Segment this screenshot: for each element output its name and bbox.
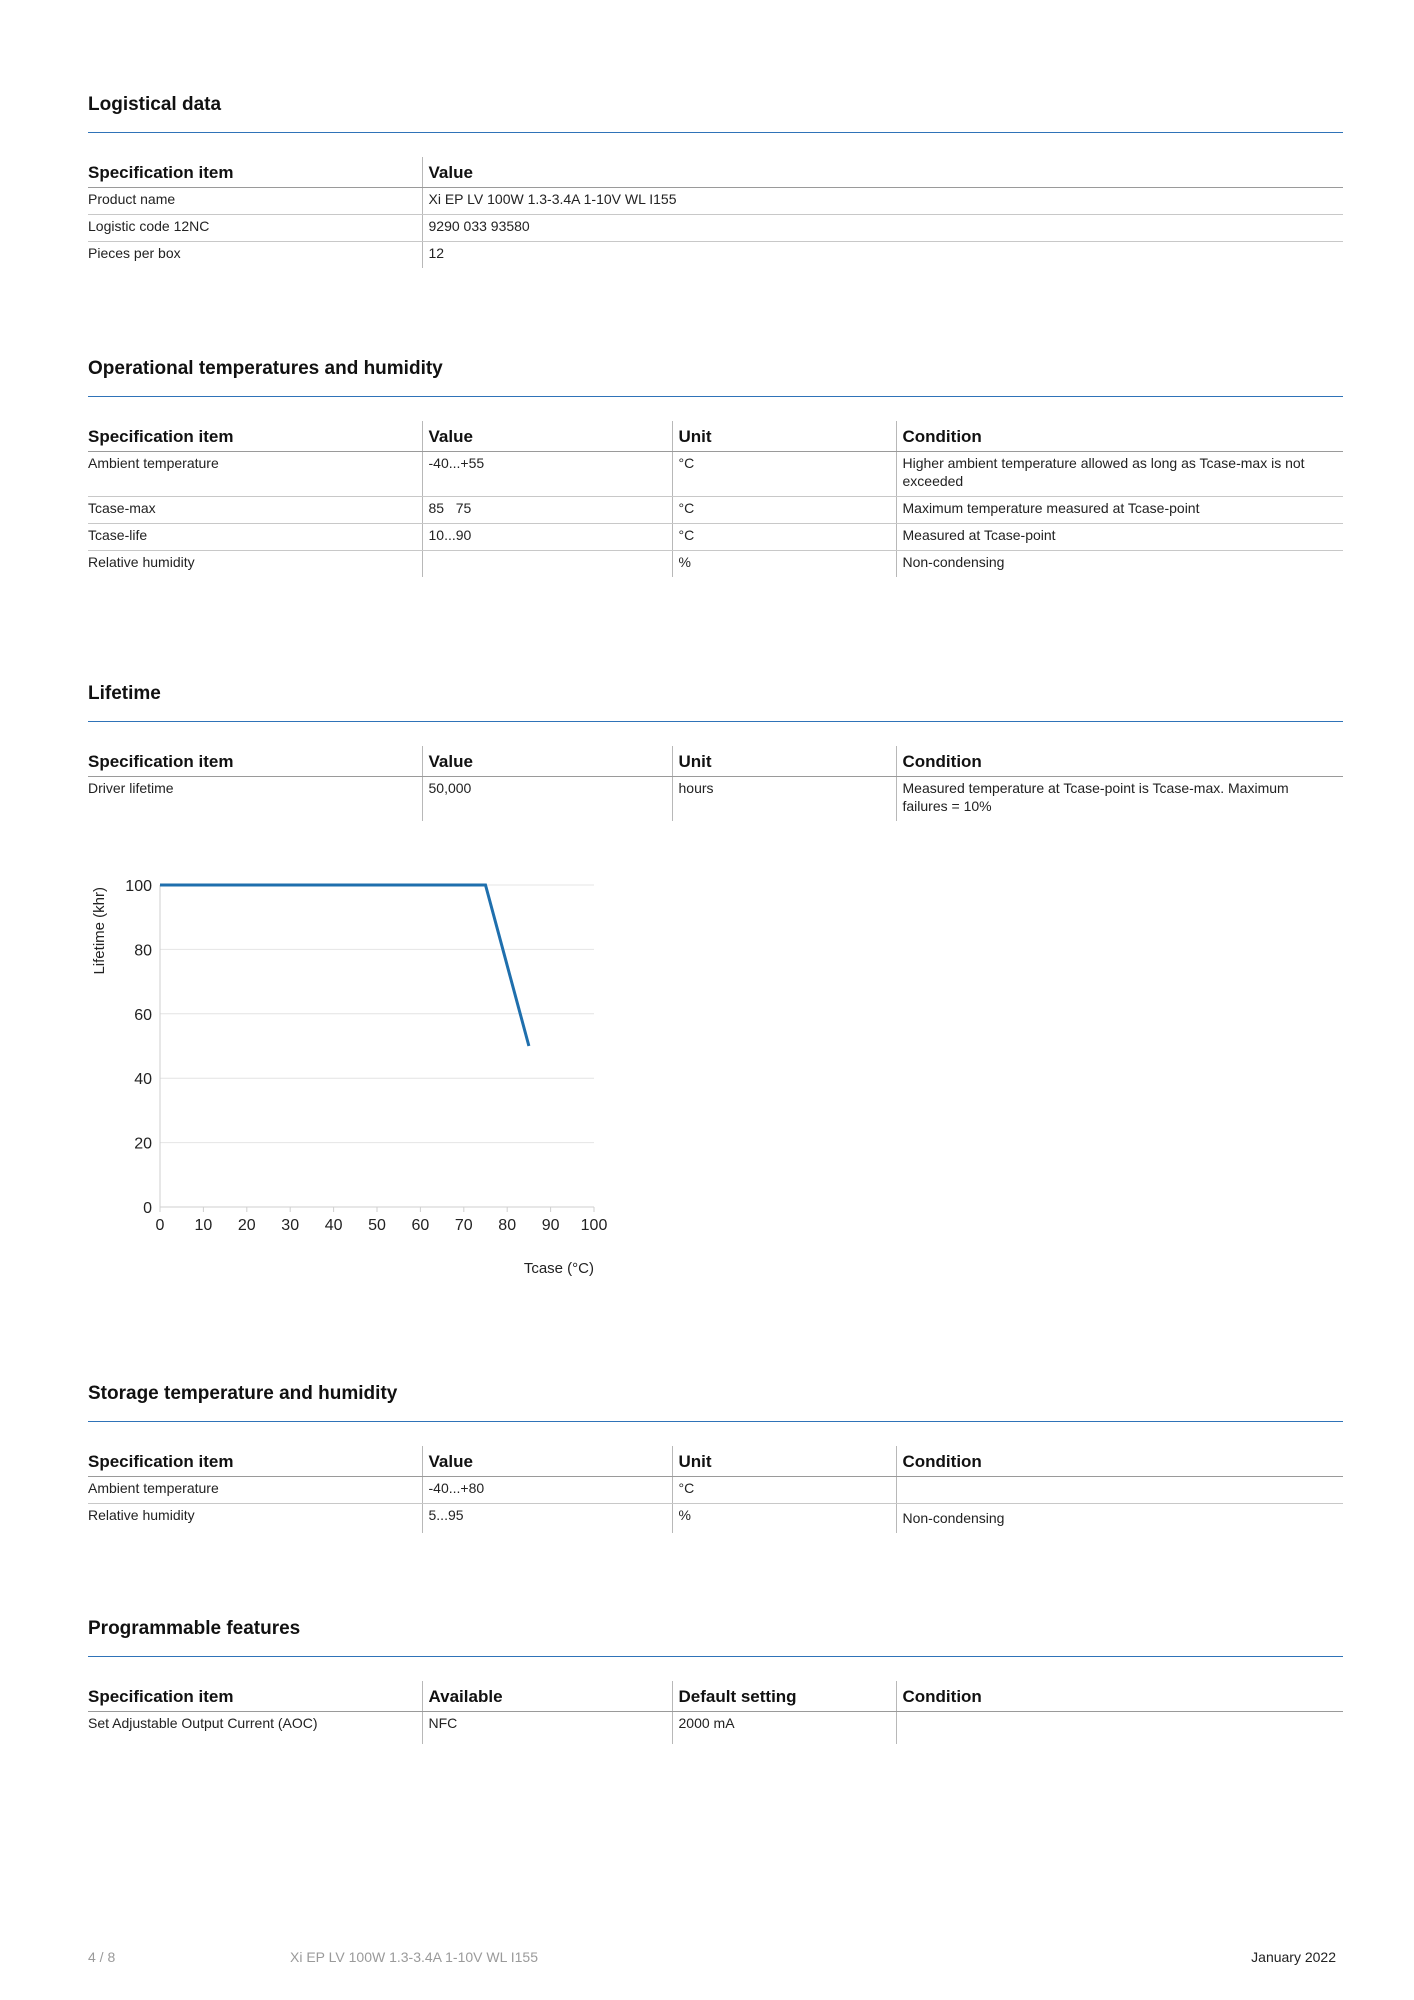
table-cell: °C xyxy=(672,524,896,551)
y-tick-label: 100 xyxy=(125,878,152,895)
table-row xyxy=(88,551,1343,578)
logistical-table xyxy=(88,157,1343,268)
y-axis-label: Lifetime (khr) xyxy=(91,887,108,975)
table-cell: Maximum temperature measured at Tcase-point xyxy=(896,497,1343,524)
column-header: Value xyxy=(422,421,672,452)
table-row xyxy=(88,524,1343,551)
lifetime-table xyxy=(88,746,1343,821)
column-header: Value xyxy=(422,746,672,777)
table-cell: Relative humidity xyxy=(88,554,195,570)
lifetime-chart xyxy=(88,865,628,1295)
column-header: Default setting xyxy=(672,1681,896,1712)
section-title: Programmable features xyxy=(88,1618,1343,1657)
table-cell: 9290 033 93580 xyxy=(422,215,1343,242)
table-cell: Measured at Tcase-point xyxy=(896,524,1343,551)
x-tick-label: 30 xyxy=(281,1217,300,1234)
table-cell: Tcase-life xyxy=(88,524,422,551)
series-line xyxy=(160,885,529,1046)
table-cell: 12 xyxy=(422,242,1343,269)
table-cell: Set Adjustable Output Current (AOC) xyxy=(88,1715,318,1731)
column-header: Condition xyxy=(896,421,1343,452)
operational-section xyxy=(88,358,1343,577)
column-header: Unit xyxy=(672,1446,896,1477)
table-row xyxy=(88,777,1343,822)
table-cell: °C xyxy=(672,452,896,497)
lifetime-section xyxy=(88,683,1343,821)
footer-date: January 2022 xyxy=(1251,1949,1336,1965)
table-cell: °C xyxy=(672,1477,896,1504)
table-cell: Pieces per box xyxy=(88,245,181,261)
column-header: Specification item xyxy=(88,157,422,188)
footer-product-name: Xi EP LV 100W 1.3-3.4A 1-10V WL I155 xyxy=(290,1949,538,1965)
operational-table xyxy=(88,421,1343,577)
table-header-row xyxy=(88,421,1343,452)
table-cell: hours xyxy=(672,777,896,822)
table-cell: Ambient temperature xyxy=(88,1477,422,1504)
table-cell: 5...95 xyxy=(422,1504,672,1534)
column-header: Specification item xyxy=(88,746,422,777)
table-row xyxy=(88,242,1343,269)
table-cell xyxy=(896,1477,1343,1504)
table-cell xyxy=(422,551,672,578)
y-tick-label: 0 xyxy=(143,1200,152,1217)
x-tick-label: 10 xyxy=(194,1217,213,1234)
column-header: Unit xyxy=(672,746,896,777)
column-header: Specification item xyxy=(88,421,422,452)
table-cell: 2000 mA xyxy=(672,1712,896,1745)
table-cell: Non-condensing xyxy=(896,1504,1343,1534)
column-header: Value xyxy=(422,1446,672,1477)
x-tick-label: 70 xyxy=(454,1217,473,1234)
table-cell: Non-condensing xyxy=(896,551,1343,578)
table-cell: 85 75 xyxy=(422,497,672,524)
programmable-table xyxy=(88,1681,1343,1744)
column-header: Condition xyxy=(896,1446,1343,1477)
table-cell: NFC xyxy=(422,1712,672,1745)
y-tick-label: 60 xyxy=(134,1006,152,1024)
table-cell: Xi EP LV 100W 1.3-3.4A 1-10V WL I155 xyxy=(422,188,1343,215)
column-header: Condition xyxy=(896,746,1343,777)
table-cell: Ambient temperature xyxy=(88,452,422,497)
table-header-row xyxy=(88,1446,1343,1477)
table-cell: Tcase-max xyxy=(88,497,422,524)
table-cell: Relative humidity xyxy=(88,1507,195,1523)
table-header-row xyxy=(88,746,1343,777)
x-tick-label: 50 xyxy=(368,1217,386,1234)
column-header: Specification item xyxy=(88,1446,422,1477)
table-cell: Higher ambient temperature allowed as long as Tcase-max is not exceeded xyxy=(896,452,1343,497)
x-tick-label: 20 xyxy=(237,1217,256,1234)
column-header: Condition xyxy=(896,1681,1343,1712)
table-header-row xyxy=(88,1681,1343,1712)
section-title: Operational temperatures and humidity xyxy=(88,358,1343,397)
table-cell: Measured temperature at Tcase-point is Tcase-max. Maximum failures = 10% xyxy=(896,777,1343,822)
x-tick-label: 90 xyxy=(541,1217,560,1234)
y-tick-label: 20 xyxy=(134,1135,152,1153)
table-row xyxy=(88,215,1343,242)
page-number: 4 / 8 xyxy=(88,1949,116,1965)
x-tick-label: 100 xyxy=(580,1217,608,1234)
x-tick-label: 80 xyxy=(498,1217,517,1234)
lifetime-chart-svg xyxy=(88,865,628,1295)
y-tick-label: 40 xyxy=(134,1071,152,1089)
x-axis-label: Tcase (°C) xyxy=(523,1260,594,1277)
column-header: Unit xyxy=(672,421,896,452)
table-cell: % xyxy=(672,1504,896,1534)
x-tick-label: 0 xyxy=(155,1217,165,1234)
table-cell xyxy=(896,1712,1343,1745)
table-cell: Driver lifetime xyxy=(88,780,174,796)
section-title: Lifetime xyxy=(88,683,1343,722)
x-tick-label: 40 xyxy=(324,1217,343,1234)
table-cell: -40...+80 xyxy=(422,1477,672,1504)
table-header-row xyxy=(88,157,1343,188)
table-cell: Logistic code 12NC xyxy=(88,215,422,242)
table-cell: °C xyxy=(672,497,896,524)
logistical-section xyxy=(88,94,1343,268)
table-row xyxy=(88,497,1343,524)
table-cell: 50,000 xyxy=(422,777,672,822)
section-title: Storage temperature and humidity xyxy=(88,1383,1343,1422)
table-row xyxy=(88,1504,1343,1534)
column-header: Value xyxy=(422,157,1343,188)
x-tick-label: 60 xyxy=(411,1217,430,1234)
table-cell: 10...90 xyxy=(422,524,672,551)
storage-table xyxy=(88,1446,1343,1533)
table-row xyxy=(88,1477,1343,1504)
table-cell: -40...+55 xyxy=(422,452,672,497)
table-row xyxy=(88,452,1343,497)
table-cell: % xyxy=(672,551,896,578)
table-row xyxy=(88,1712,1343,1745)
section-title: Logistical data xyxy=(88,94,1343,133)
y-tick-label: 80 xyxy=(134,942,152,960)
column-header: Available xyxy=(422,1681,672,1712)
storage-section xyxy=(88,1383,1343,1533)
programmable-section xyxy=(88,1618,1343,1744)
column-header: Specification item xyxy=(88,1681,422,1712)
table-cell: Product name xyxy=(88,188,422,215)
table-row xyxy=(88,188,1343,215)
